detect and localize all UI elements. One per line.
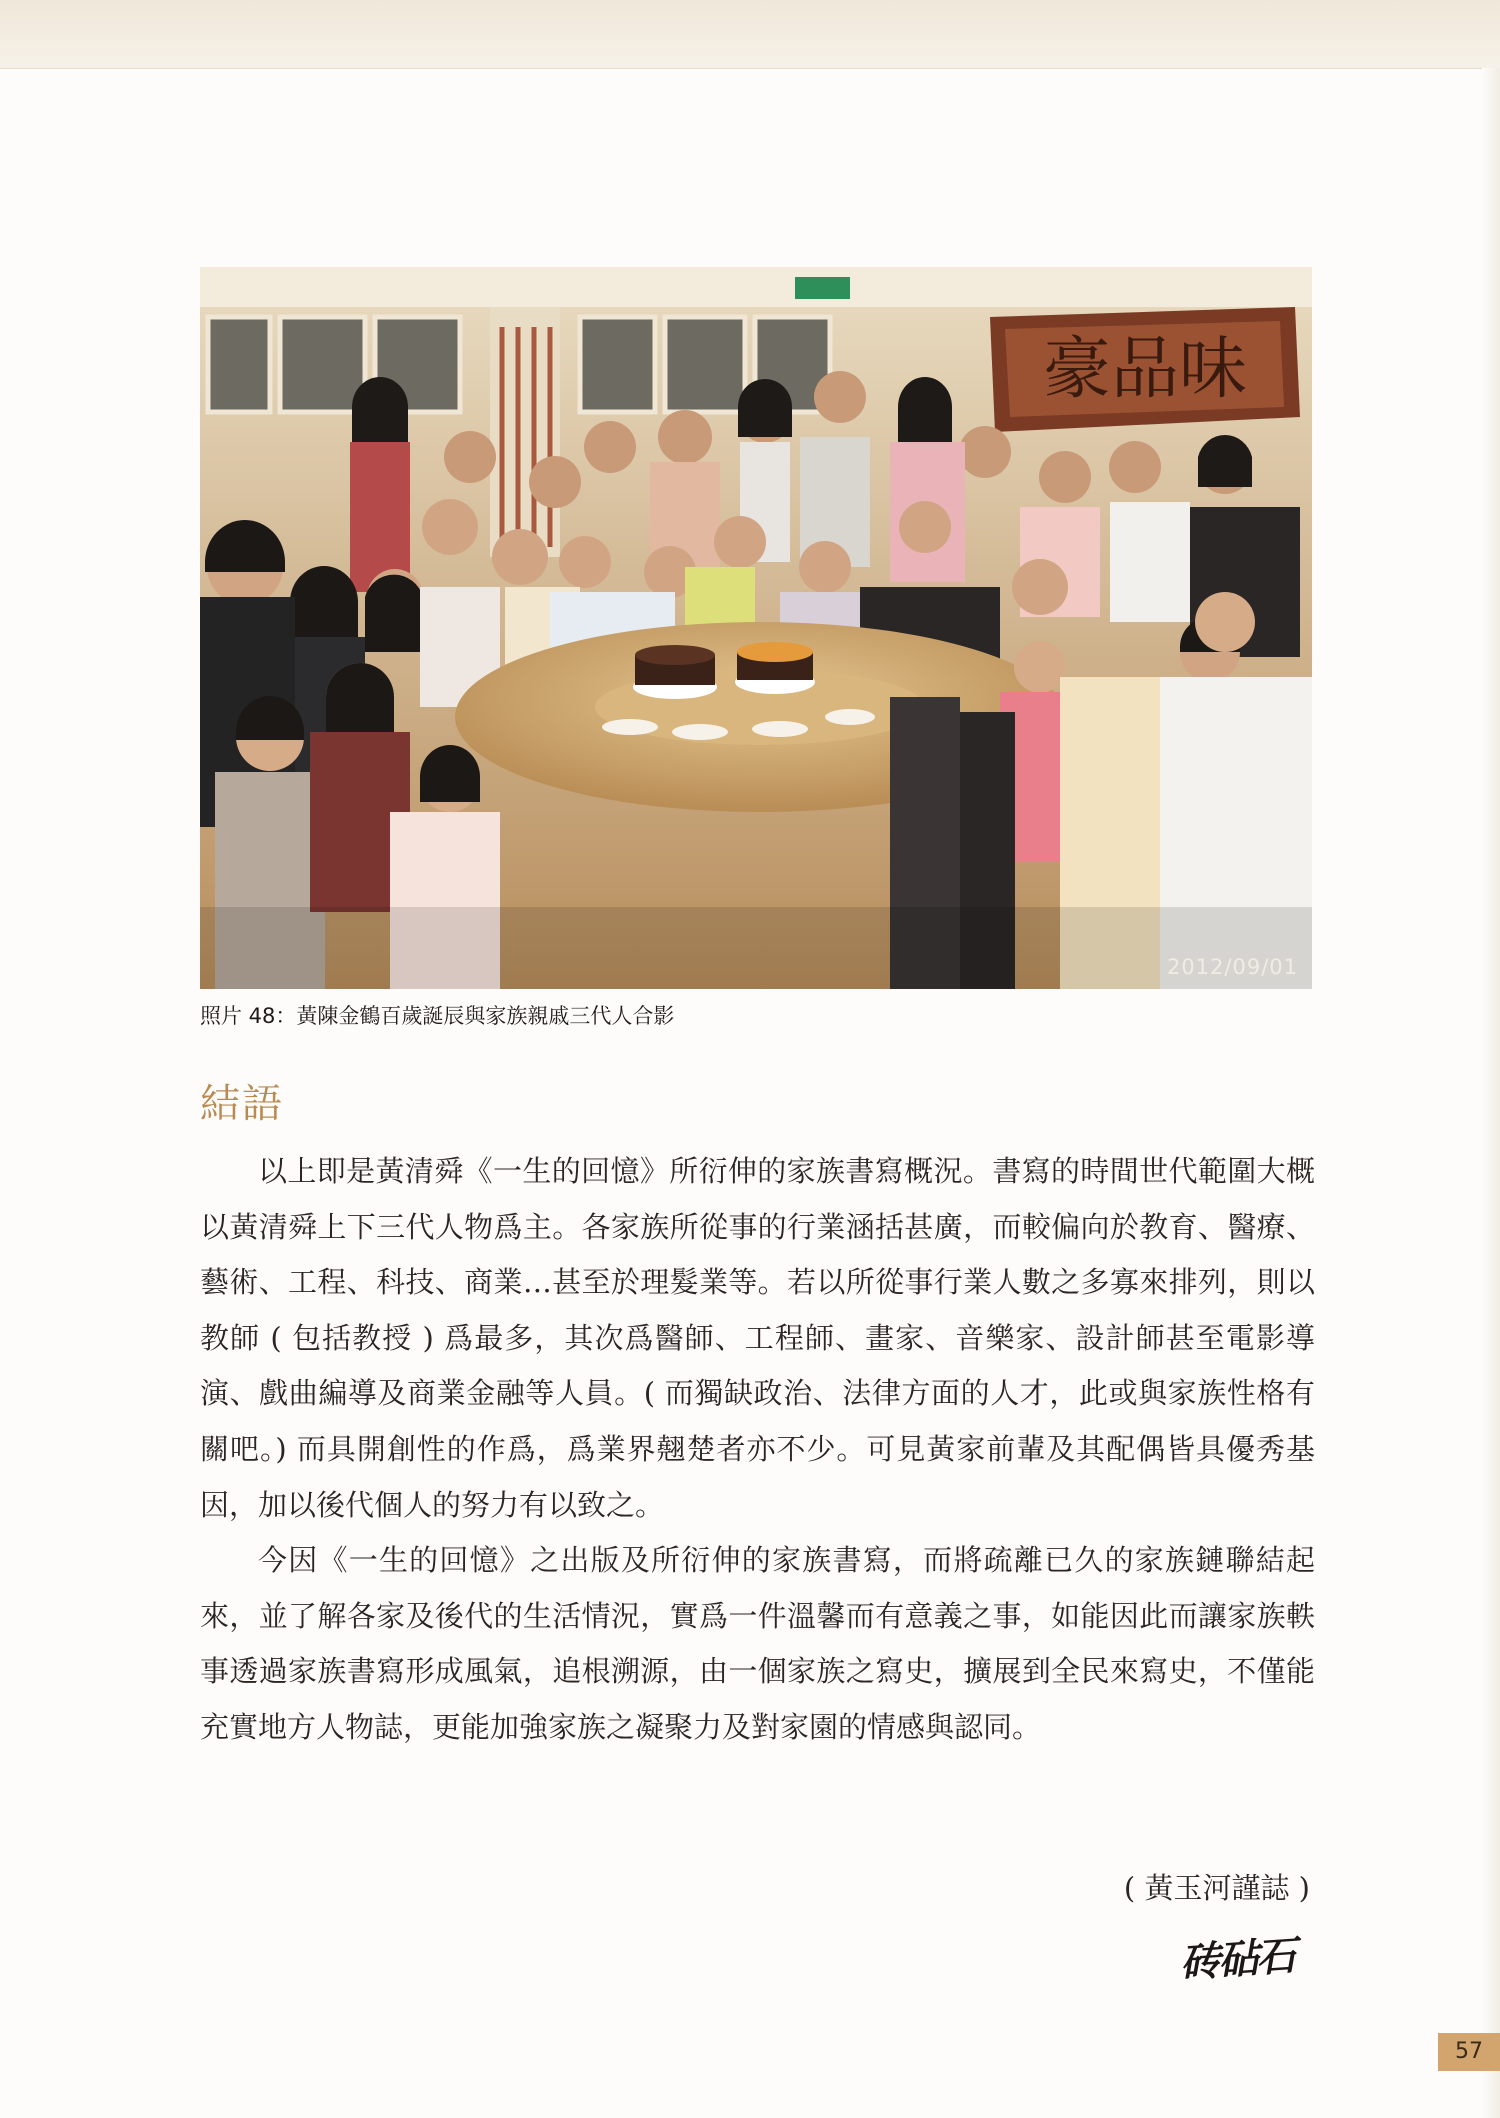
photo-caption: 照片 48：黃陳金鶴百歲誕辰與家族親戚三代人合影 — [200, 1004, 675, 1028]
author-signature: ( 黃玉河謹誌 ) — [1123, 1871, 1310, 1905]
photo-date-stamp: 2012/09/01 — [1166, 955, 1298, 979]
family-group-photo — [200, 267, 1312, 989]
paragraph-1: 以上即是黃清舜《一生的回憶》所衍伸的家族書寫概況。書寫的時間世代範圍大概以黃清舜上下三代人物爲主。各家族所從事的行業涵括甚廣，而較偏向於教育、醫療、藝術、工程、科技、商業…甚至於理髮業等。若以所從事行業人數之多寡來排列，則以教師 ( 包括教授 ) 爲最多，其次爲醫師、工程師、畫家、音樂家、設計師甚至電影導演、戲曲編導及商業金融等人員。( 而獨缺政治、法律方面的人才，此或與家族性格有關吧。) 而具開創性的作爲，爲業界翹楚者亦不少。可見黃家前輩及其配偶皆具優秀基因，加以後代個人的努力有以致之。 — [200, 1154, 1315, 1522]
page-number-tab: 57 — [1438, 2033, 1500, 2071]
photo-illustration — [200, 267, 1312, 989]
page-edge-shadow — [1482, 68, 1500, 2118]
wooden-sign-board — [990, 307, 1300, 432]
exit-sign-icon — [795, 277, 850, 299]
sign-board-text: 豪品味 — [1042, 330, 1248, 409]
top-decorative-band — [0, 0, 1500, 69]
handwritten-seal: 砖砧石 — [1178, 1932, 1296, 1987]
section-heading: 結語 — [200, 1081, 284, 1127]
body-text — [200, 1144, 1315, 1756]
paragraph-2: 今因《一生的回憶》之出版及所衍伸的家族書寫，而將疏離已久的家族鏈聯結起來，並了解各家及後代的生活情況，實爲一件溫馨而有意義之事，如能因此而讓家族軼事透過家族書寫形成風氣，追根溯源，由一個家族之寫史，擴展到全民來寫史，不僅能充實地方人物誌，更能加強家族之凝聚力及對家園的情感與認同。 — [200, 1543, 1315, 1744]
